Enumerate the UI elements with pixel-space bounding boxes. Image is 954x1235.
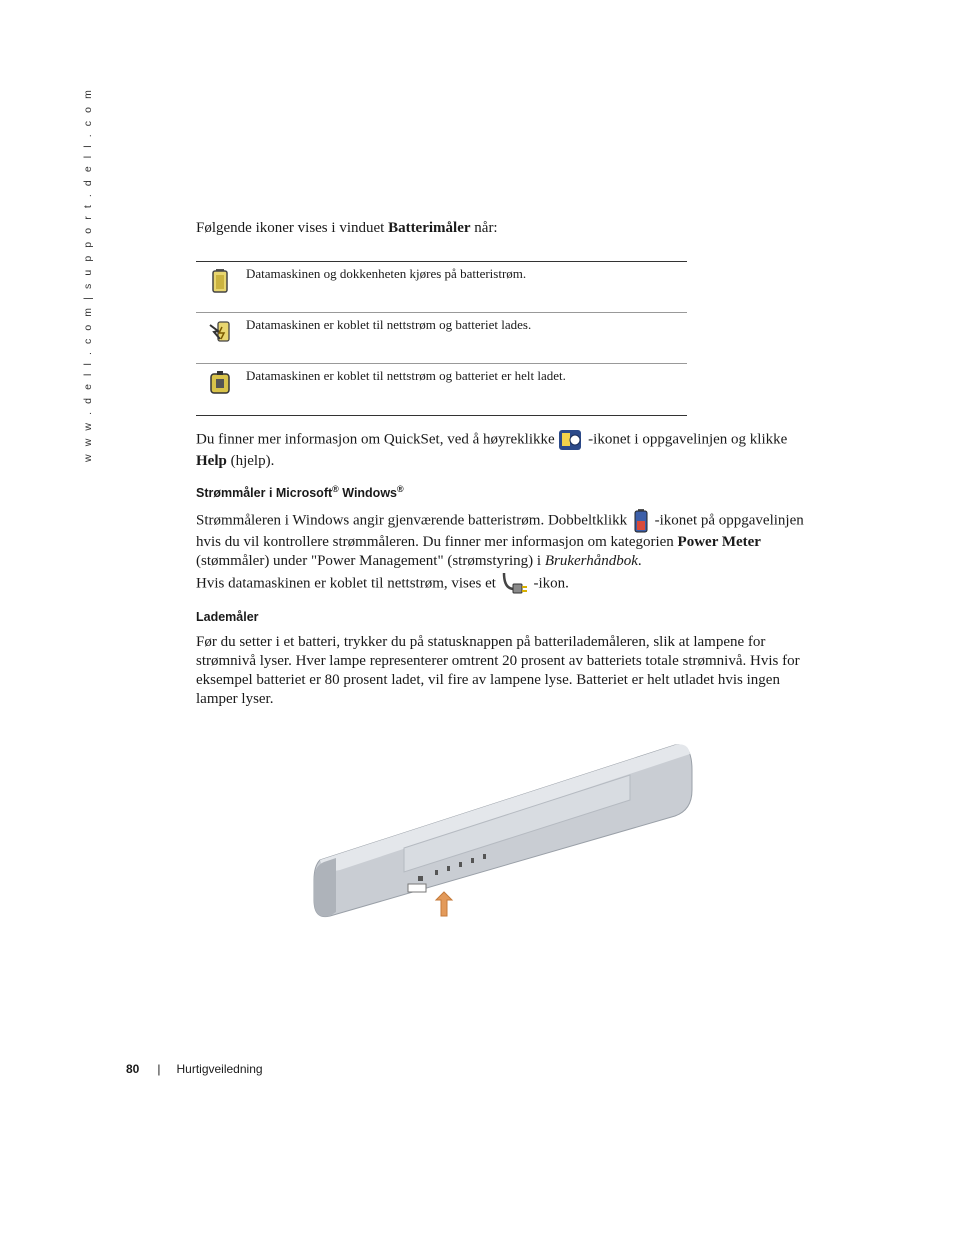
page-footer (126, 1062, 263, 1076)
charge-gauge-heading: Lademåler (196, 610, 259, 624)
icon-table (196, 261, 687, 416)
icon-row (196, 364, 687, 415)
power-meter-battery-icon (631, 509, 651, 533)
icon-row-text: Datamaskinen er koblet til nettstrøm og batteriet er helt ladet. (246, 368, 566, 383)
icon-row (196, 262, 687, 313)
icon-row-text: Datamaskinen er koblet til nettstrøm og batteriet lades. (246, 317, 532, 332)
icon-row-text: Datamaskinen og dokkenheten kjøres på batteristrøm. (246, 266, 527, 281)
icon-row (196, 313, 687, 364)
quickset-paragraph: Du finner mer informasjon om QuickSet, ved å høyreklikke -ikonet i oppgavelinjen og klikke Help (hjelp). (196, 428, 808, 471)
power-meter-heading: Strømmåler i Microsoft® Windows® (196, 484, 404, 501)
footer-title: Hurtigveiledning (176, 1062, 263, 1076)
ac-power-paragraph: Hvis datamaskinen er koblet til nettstrøm, vises et -ikon. (196, 571, 569, 597)
battery-illustration (300, 730, 700, 930)
intro-paragraph: Følgende ikoner vises i vinduet Batterimåler når: (196, 220, 498, 236)
charge-gauge-paragraph: Før du setter i et batteri, trykker du på statusknappen på batterilademåleren, slik at lampene for strømnivå lyser. Hver lampe representerer omtrent 20 prosent av batteriets totale strømnivå. Hvis for eksempel batteriet er 80 prosent ladet, vil fire av lampene lyse. Batteriet er helt utladet hvis ingen lamper lyser. (196, 634, 800, 707)
footer-separator: | (157, 1062, 161, 1076)
battery-icon (208, 268, 232, 294)
full-battery-plug-icon (208, 370, 232, 396)
plug-icon (500, 571, 530, 597)
quickset-icon (558, 428, 584, 452)
sidebar-url: w w w . d e l l . c o m | s u p p o r t . d e l l . c o m (82, 87, 94, 462)
power-meter-paragraph: Strømmåleren i Windows angir gjenværende batteristrøm. Dobbeltklikk -ikonet på oppgavelinjen hvis du vil kontrollere strømmåleren. Du finner mer informasjon om kategorien Power Meter (stømmåler) under "Power Management" (strømstyring) i Brukerhåndbok. (196, 509, 808, 571)
page-number: 80 (126, 1062, 140, 1076)
charging-battery-icon (208, 319, 232, 345)
